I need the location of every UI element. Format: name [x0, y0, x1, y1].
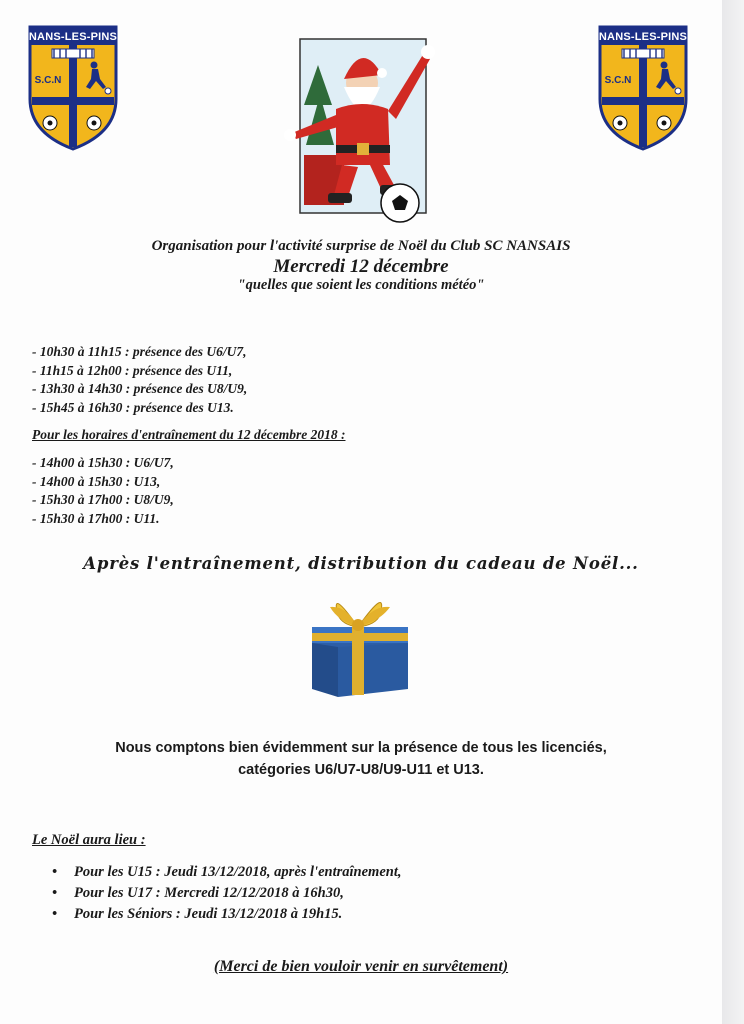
training-item: - 14h00 à 15h30 : U6/U7, [32, 455, 174, 470]
presence-schedule [32, 343, 247, 417]
training-item: - 15h30 à 17h00 : U8/U9, [32, 492, 174, 507]
event-date: Mercredi 12 décembre [273, 256, 449, 277]
santa-football-illustration [278, 35, 438, 225]
svg-text:S.C.N: S.C.N [604, 75, 632, 86]
noel-item [52, 883, 401, 904]
schedule-item: - 15h45 à 16h30 : présence des U13. [32, 399, 234, 415]
organisation-line: Organisation pour l'activité surprise de Noël du Club SC NANSAIS [151, 238, 571, 254]
noel-item-text: Pour les U17 : Mercredi 12/12/2018 à 16h30, [74, 885, 344, 901]
presence-message [0, 737, 722, 781]
bullet-icon: • [52, 864, 58, 880]
noel-heading: Le Noël aura lieu : [32, 832, 146, 848]
svg-text:S.C.N: S.C.N [34, 75, 62, 86]
schedule-item: - 10h30 à 11h15 : présence des U6/U7, [32, 344, 247, 359]
presence-line-2: catégories U6/U7-U8/U9-U11 et U13. [238, 762, 484, 778]
gift-box-icon [308, 585, 412, 699]
tracksuit-note: (Merci de bien vouloir venir en survêtement) [213, 958, 509, 975]
noel-item [52, 904, 401, 925]
presence-line-1: Nous comptons bien évidemment sur la présence de tous les licenciés, [115, 740, 607, 756]
club-crest-logo-right [598, 25, 688, 151]
training-heading: Pour les horaires d'entraînement du 12 décembre 2018 : [32, 427, 346, 442]
bullet-icon: • [52, 885, 58, 901]
club-crest-logo-left [28, 25, 118, 151]
schedule-item: - 11h15 à 12h00 : présence des U11, [32, 362, 233, 378]
training-item: - 14h00 à 15h30 : U13, [32, 473, 161, 489]
weather-note: "quelles que soient les conditions météo" [237, 277, 485, 293]
noel-schedule [52, 862, 401, 925]
schedule-item: - 13h30 à 14h30 : présence des U8/U9, [32, 381, 248, 396]
noel-item [52, 862, 401, 883]
noel-item-text: Pour les U15 : Jeudi 13/12/2018, après l'entraînement, [74, 864, 402, 880]
svg-text:NANS-LES-PINS: NANS-LES-PINS [598, 31, 688, 43]
svg-text:NANS-LES-PINS: NANS-LES-PINS [28, 31, 118, 43]
bullet-icon: • [52, 906, 58, 922]
training-item: - 15h30 à 17h00 : U11. [32, 510, 160, 526]
scanner-edge [722, 0, 744, 1024]
gift-distribution-line: Après l'entraînement, distribution du cadeau de Noël... [83, 554, 639, 573]
training-schedule [32, 454, 174, 528]
noel-item-text: Pour les Séniors : Jeudi 13/12/2018 à 19h15. [74, 906, 343, 922]
